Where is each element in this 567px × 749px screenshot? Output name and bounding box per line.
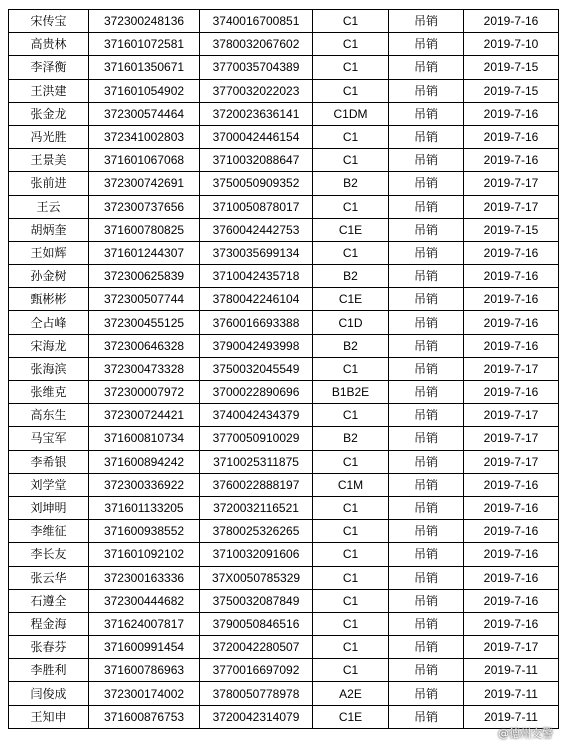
table-row bbox=[9, 543, 559, 566]
file-number-cell: 3780032067602 bbox=[200, 33, 313, 56]
license-id-cell: 372300163336 bbox=[89, 566, 200, 589]
file-number-cell: 37X0050785329 bbox=[200, 566, 313, 589]
date-cell: 2019-7-16 bbox=[464, 520, 559, 543]
table-row bbox=[9, 357, 559, 380]
name-cell: 闫俊成 bbox=[9, 682, 89, 705]
name-cell: 王知申 bbox=[9, 705, 89, 728]
file-number-cell: 3700042446154 bbox=[200, 125, 313, 148]
file-number-cell: 3700022890696 bbox=[200, 381, 313, 404]
status-cell: 吊销 bbox=[389, 241, 464, 264]
status-cell: 吊销 bbox=[389, 149, 464, 172]
name-cell: 李维征 bbox=[9, 520, 89, 543]
file-number-cell: 3720023636141 bbox=[200, 102, 313, 125]
status-cell: 吊销 bbox=[389, 496, 464, 519]
table-row bbox=[9, 334, 559, 357]
license-id-cell: 371601350671 bbox=[89, 56, 200, 79]
date-cell: 2019-7-10 bbox=[464, 33, 559, 56]
vehicle-class-cell: C1 bbox=[313, 636, 389, 659]
license-id-cell: 372300248136 bbox=[89, 10, 200, 33]
vehicle-class-cell: C1 bbox=[313, 33, 389, 56]
date-cell: 2019-7-16 bbox=[464, 265, 559, 288]
status-cell: 吊销 bbox=[389, 566, 464, 589]
vehicle-class-cell: B2 bbox=[313, 172, 389, 195]
vehicle-class-cell: C1 bbox=[313, 496, 389, 519]
name-cell: 仝占峰 bbox=[9, 311, 89, 334]
status-cell: 吊销 bbox=[389, 357, 464, 380]
table-body bbox=[9, 10, 559, 729]
name-cell: 王景美 bbox=[9, 149, 89, 172]
date-cell: 2019-7-11 bbox=[464, 659, 559, 682]
license-id-cell: 371601067068 bbox=[89, 149, 200, 172]
date-cell: 2019-7-11 bbox=[464, 705, 559, 728]
date-cell: 2019-7-16 bbox=[464, 334, 559, 357]
date-cell: 2019-7-11 bbox=[464, 682, 559, 705]
name-cell: 李胜利 bbox=[9, 659, 89, 682]
name-cell: 张金龙 bbox=[9, 102, 89, 125]
vehicle-class-cell: C1 bbox=[313, 56, 389, 79]
status-cell: 吊销 bbox=[389, 659, 464, 682]
license-id-cell: 371600894242 bbox=[89, 450, 200, 473]
vehicle-class-cell: B1B2E bbox=[313, 381, 389, 404]
date-cell: 2019-7-17 bbox=[464, 450, 559, 473]
vehicle-class-cell: C1 bbox=[313, 589, 389, 612]
table-row bbox=[9, 659, 559, 682]
status-cell: 吊销 bbox=[389, 79, 464, 102]
date-cell: 2019-7-16 bbox=[464, 496, 559, 519]
vehicle-class-cell: C1E bbox=[313, 288, 389, 311]
license-id-cell: 372341002803 bbox=[89, 125, 200, 148]
date-cell: 2019-7-16 bbox=[464, 10, 559, 33]
table-row bbox=[9, 10, 559, 33]
license-id-cell: 371600938552 bbox=[89, 520, 200, 543]
revocation-table bbox=[8, 9, 559, 729]
table-row bbox=[9, 125, 559, 148]
date-cell: 2019-7-17 bbox=[464, 172, 559, 195]
name-cell: 王洪建 bbox=[9, 79, 89, 102]
vehicle-class-cell: C1 bbox=[313, 10, 389, 33]
table-row bbox=[9, 218, 559, 241]
vehicle-class-cell: C1 bbox=[313, 195, 389, 218]
date-cell: 2019-7-16 bbox=[464, 473, 559, 496]
license-id-cell: 372300507744 bbox=[89, 288, 200, 311]
status-cell: 吊销 bbox=[389, 56, 464, 79]
status-cell: 吊销 bbox=[389, 404, 464, 427]
license-id-cell: 372300724421 bbox=[89, 404, 200, 427]
status-cell: 吊销 bbox=[389, 10, 464, 33]
status-cell: 吊销 bbox=[389, 125, 464, 148]
status-cell: 吊销 bbox=[389, 33, 464, 56]
file-number-cell: 3720042314079 bbox=[200, 705, 313, 728]
license-id-cell: 372300455125 bbox=[89, 311, 200, 334]
file-number-cell: 3710025311875 bbox=[200, 450, 313, 473]
table-row bbox=[9, 381, 559, 404]
status-cell: 吊销 bbox=[389, 589, 464, 612]
file-number-cell: 3710032091606 bbox=[200, 543, 313, 566]
name-cell: 宋海龙 bbox=[9, 334, 89, 357]
date-cell: 2019-7-16 bbox=[464, 288, 559, 311]
file-number-cell: 3780025326265 bbox=[200, 520, 313, 543]
date-cell: 2019-7-16 bbox=[464, 125, 559, 148]
vehicle-class-cell: B2 bbox=[313, 265, 389, 288]
table-row bbox=[9, 56, 559, 79]
vehicle-class-cell: C1E bbox=[313, 218, 389, 241]
status-cell: 吊销 bbox=[389, 682, 464, 705]
date-cell: 2019-7-16 bbox=[464, 381, 559, 404]
license-id-cell: 371600810734 bbox=[89, 427, 200, 450]
name-cell: 孙金树 bbox=[9, 265, 89, 288]
table-row bbox=[9, 102, 559, 125]
file-number-cell: 3720042280507 bbox=[200, 636, 313, 659]
vehicle-class-cell: C1 bbox=[313, 404, 389, 427]
license-id-cell: 371600786963 bbox=[89, 659, 200, 682]
date-cell: 2019-7-17 bbox=[464, 427, 559, 450]
date-cell: 2019-7-17 bbox=[464, 357, 559, 380]
status-cell: 吊销 bbox=[389, 218, 464, 241]
license-id-cell: 372300737656 bbox=[89, 195, 200, 218]
date-cell: 2019-7-17 bbox=[464, 404, 559, 427]
vehicle-class-cell: C1 bbox=[313, 125, 389, 148]
file-number-cell: 3720032116521 bbox=[200, 496, 313, 519]
license-id-cell: 371601092102 bbox=[89, 543, 200, 566]
status-cell: 吊销 bbox=[389, 543, 464, 566]
status-cell: 吊销 bbox=[389, 636, 464, 659]
status-cell: 吊销 bbox=[389, 381, 464, 404]
license-id-cell: 372300574464 bbox=[89, 102, 200, 125]
table-row bbox=[9, 241, 559, 264]
date-cell: 2019-7-15 bbox=[464, 79, 559, 102]
file-number-cell: 3730035699134 bbox=[200, 241, 313, 264]
license-id-cell: 372300007972 bbox=[89, 381, 200, 404]
vehicle-class-cell: C1 bbox=[313, 659, 389, 682]
name-cell: 宋传宝 bbox=[9, 10, 89, 33]
date-cell: 2019-7-16 bbox=[464, 566, 559, 589]
table-row bbox=[9, 682, 559, 705]
date-cell: 2019-7-16 bbox=[464, 311, 559, 334]
file-number-cell: 3710032088647 bbox=[200, 149, 313, 172]
vehicle-class-cell: C1 bbox=[313, 566, 389, 589]
license-id-cell: 372300473328 bbox=[89, 357, 200, 380]
name-cell: 张前进 bbox=[9, 172, 89, 195]
table-row bbox=[9, 473, 559, 496]
license-id-cell: 371601133205 bbox=[89, 496, 200, 519]
file-number-cell: 3710042435718 bbox=[200, 265, 313, 288]
status-cell: 吊销 bbox=[389, 520, 464, 543]
file-number-cell: 3740042434379 bbox=[200, 404, 313, 427]
name-cell: 张春芬 bbox=[9, 636, 89, 659]
watermark: @德州交警 bbox=[498, 727, 553, 740]
table-row bbox=[9, 265, 559, 288]
license-id-cell: 372300625839 bbox=[89, 265, 200, 288]
license-id-cell: 372300444682 bbox=[89, 589, 200, 612]
status-cell: 吊销 bbox=[389, 705, 464, 728]
date-cell: 2019-7-16 bbox=[464, 102, 559, 125]
license-id-cell: 371601244307 bbox=[89, 241, 200, 264]
name-cell: 王如辉 bbox=[9, 241, 89, 264]
vehicle-class-cell: C1 bbox=[313, 520, 389, 543]
status-cell: 吊销 bbox=[389, 288, 464, 311]
table-row bbox=[9, 496, 559, 519]
table-row bbox=[9, 705, 559, 728]
license-id-cell: 372300646328 bbox=[89, 334, 200, 357]
file-number-cell: 3760022888197 bbox=[200, 473, 313, 496]
license-id-cell: 372300174002 bbox=[89, 682, 200, 705]
name-cell: 高贵林 bbox=[9, 33, 89, 56]
license-id-cell: 371600991454 bbox=[89, 636, 200, 659]
table-row bbox=[9, 636, 559, 659]
date-cell: 2019-7-17 bbox=[464, 195, 559, 218]
license-id-cell: 371624007817 bbox=[89, 612, 200, 635]
date-cell: 2019-7-16 bbox=[464, 241, 559, 264]
table-row bbox=[9, 566, 559, 589]
status-cell: 吊销 bbox=[389, 311, 464, 334]
status-cell: 吊销 bbox=[389, 195, 464, 218]
file-number-cell: 3790042493998 bbox=[200, 334, 313, 357]
license-id-cell: 372300336922 bbox=[89, 473, 200, 496]
vehicle-class-cell: A2E bbox=[313, 682, 389, 705]
file-number-cell: 3760042442753 bbox=[200, 218, 313, 241]
name-cell: 马宝军 bbox=[9, 427, 89, 450]
vehicle-class-cell: C1DM bbox=[313, 102, 389, 125]
table-row bbox=[9, 589, 559, 612]
status-cell: 吊销 bbox=[389, 265, 464, 288]
table-row bbox=[9, 520, 559, 543]
license-id-cell: 372300742691 bbox=[89, 172, 200, 195]
status-cell: 吊销 bbox=[389, 102, 464, 125]
status-cell: 吊销 bbox=[389, 172, 464, 195]
date-cell: 2019-7-16 bbox=[464, 612, 559, 635]
date-cell: 2019-7-16 bbox=[464, 589, 559, 612]
table-row bbox=[9, 149, 559, 172]
file-number-cell: 3770032022023 bbox=[200, 79, 313, 102]
name-cell: 王云 bbox=[9, 195, 89, 218]
file-number-cell: 3750050909352 bbox=[200, 172, 313, 195]
table-row bbox=[9, 612, 559, 635]
name-cell: 李长友 bbox=[9, 543, 89, 566]
vehicle-class-cell: C1 bbox=[313, 612, 389, 635]
name-cell: 刘学堂 bbox=[9, 473, 89, 496]
table-row bbox=[9, 427, 559, 450]
name-cell: 甄彬彬 bbox=[9, 288, 89, 311]
date-cell: 2019-7-15 bbox=[464, 56, 559, 79]
license-id-cell: 371601054902 bbox=[89, 79, 200, 102]
date-cell: 2019-7-16 bbox=[464, 149, 559, 172]
table-row bbox=[9, 311, 559, 334]
vehicle-class-cell: C1 bbox=[313, 241, 389, 264]
status-cell: 吊销 bbox=[389, 612, 464, 635]
file-number-cell: 3750032087849 bbox=[200, 589, 313, 612]
name-cell: 李希银 bbox=[9, 450, 89, 473]
table-row bbox=[9, 33, 559, 56]
date-cell: 2019-7-16 bbox=[464, 543, 559, 566]
file-number-cell: 3750032045549 bbox=[200, 357, 313, 380]
vehicle-class-cell: C1D bbox=[313, 311, 389, 334]
table-row bbox=[9, 79, 559, 102]
file-number-cell: 3770035704389 bbox=[200, 56, 313, 79]
file-number-cell: 3760016693388 bbox=[200, 311, 313, 334]
name-cell: 张云华 bbox=[9, 566, 89, 589]
file-number-cell: 3770016697092 bbox=[200, 659, 313, 682]
file-number-cell: 3790050846516 bbox=[200, 612, 313, 635]
vehicle-class-cell: C1 bbox=[313, 357, 389, 380]
name-cell: 高东生 bbox=[9, 404, 89, 427]
name-cell: 刘坤明 bbox=[9, 496, 89, 519]
license-id-cell: 371601072581 bbox=[89, 33, 200, 56]
file-number-cell: 3780042246104 bbox=[200, 288, 313, 311]
table-row bbox=[9, 172, 559, 195]
license-id-cell: 371600876753 bbox=[89, 705, 200, 728]
vehicle-class-cell: C1 bbox=[313, 149, 389, 172]
vehicle-class-cell: C1 bbox=[313, 543, 389, 566]
table-row bbox=[9, 450, 559, 473]
file-number-cell: 3780050778978 bbox=[200, 682, 313, 705]
table-row bbox=[9, 404, 559, 427]
date-cell: 2019-7-17 bbox=[464, 636, 559, 659]
status-cell: 吊销 bbox=[389, 473, 464, 496]
vehicle-class-cell: C1E bbox=[313, 705, 389, 728]
status-cell: 吊销 bbox=[389, 334, 464, 357]
status-cell: 吊销 bbox=[389, 450, 464, 473]
name-cell: 张维克 bbox=[9, 381, 89, 404]
vehicle-class-cell: C1M bbox=[313, 473, 389, 496]
vehicle-class-cell: B2 bbox=[313, 427, 389, 450]
table-row bbox=[9, 195, 559, 218]
vehicle-class-cell: C1 bbox=[313, 450, 389, 473]
file-number-cell: 3710050878017 bbox=[200, 195, 313, 218]
name-cell: 张海滨 bbox=[9, 357, 89, 380]
file-number-cell: 3740016700851 bbox=[200, 10, 313, 33]
name-cell: 胡炳奎 bbox=[9, 218, 89, 241]
license-id-cell: 371600780825 bbox=[89, 218, 200, 241]
file-number-cell: 3770050910029 bbox=[200, 427, 313, 450]
date-cell: 2019-7-15 bbox=[464, 218, 559, 241]
name-cell: 李泽衡 bbox=[9, 56, 89, 79]
status-cell: 吊销 bbox=[389, 427, 464, 450]
vehicle-class-cell: C1 bbox=[313, 79, 389, 102]
name-cell: 程金海 bbox=[9, 612, 89, 635]
vehicle-class-cell: B2 bbox=[313, 334, 389, 357]
table-row bbox=[9, 288, 559, 311]
name-cell: 石遵全 bbox=[9, 589, 89, 612]
name-cell: 冯光胜 bbox=[9, 125, 89, 148]
